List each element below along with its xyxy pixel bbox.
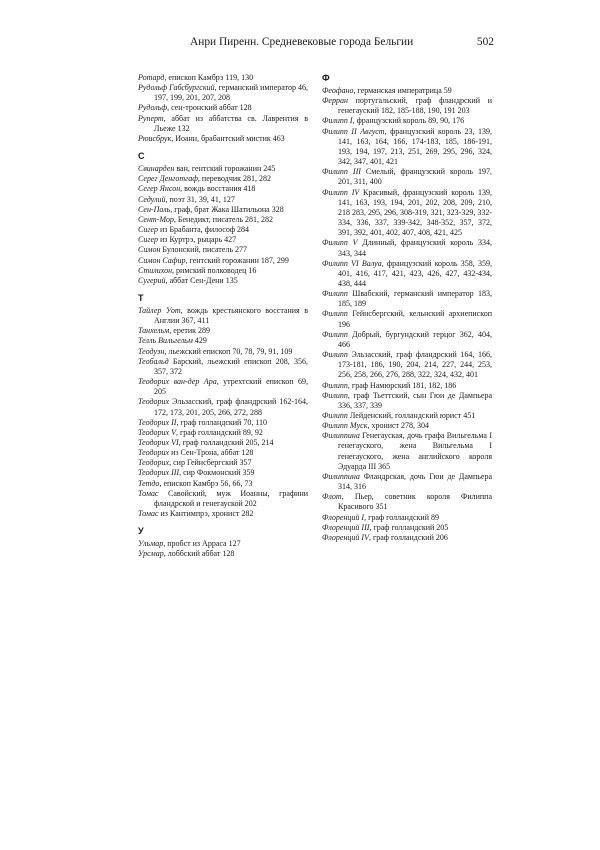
index-entry-details: , пробст из Арраса 127 (163, 539, 241, 549)
index-entry-name: Телль Вильгельм (138, 336, 193, 346)
index-entry (138, 103, 308, 113)
index-entry (138, 73, 308, 83)
index-entry-details: Добрый, бургундский герцог 362, 404, 466 (338, 329, 492, 349)
index-entry-name: Флоренций I (322, 512, 365, 522)
index-entry-details: , вождь крестьянского восстания в Англии 367, 411 (154, 305, 308, 326)
index-entry-name: Теодуэн (138, 346, 165, 356)
index-entry (322, 238, 492, 258)
index-entry (138, 174, 308, 184)
index-entry-name: Теодорих (138, 397, 170, 407)
index-entry-name: Серег Денготгаф (138, 174, 198, 184)
index-entry-name: Теодорих VI (138, 438, 179, 447)
index-entry-name: Стилихон (138, 265, 173, 275)
index-entry-details: , вождь восстания 418 (180, 184, 256, 194)
index-entry (322, 431, 492, 472)
index-entry (322, 350, 492, 380)
index-entry (322, 391, 492, 411)
index-entry-name: Филипп (322, 380, 348, 390)
index-entry-details: , хронист 278, 304 (367, 421, 430, 431)
index-entry (322, 96, 492, 116)
index-entry-name: Теодорих III (138, 468, 180, 478)
index-entry-details: Длинный, французский король 334, 343, 344 (338, 238, 492, 258)
index-entry-name: Ротард (138, 73, 165, 82)
index-column-left (138, 73, 308, 560)
index-entry (138, 357, 308, 377)
index-entry-name: Симон Сафир (138, 255, 186, 265)
index-entry-details: Фландрская, дочь Гюи де Дампьера 314, 316 (338, 471, 492, 492)
index-entry (138, 468, 308, 478)
index-entry-name: Рюисбрук (138, 133, 172, 143)
index-entry-details: , германский император 46, 197, 199, 201, 207, 208 (154, 83, 309, 103)
index-entry (138, 134, 308, 144)
index-entry-details: Смелый, французский король 197, 201, 311, 400 (338, 167, 492, 187)
index-entry (138, 448, 308, 458)
index-entry-name: Тетдо (138, 478, 160, 488)
index-entry (322, 167, 492, 187)
index-entry (138, 114, 308, 134)
index-entry-details: , французский король 358, 359, 401, 416, 417, 421, 423, 426, 427, 432-434, 438, 444 (338, 258, 492, 288)
index-entry-details: из Брабанта, философ 284 (158, 225, 250, 235)
index-entry-details: Красивый, французский король 139, 141, 163, 193, 194, 201, 202, 208, 209, 210, 218 283, 295, 296, 308-319, 321, 323-329, 332-334, 336, 337, 339-342, 348-352, 357, 372, 391, 392, 401, 402, 407, 408, 421, 425 (338, 187, 493, 238)
index-entry-details: , утрехтский епископ 69, 205 (154, 377, 309, 397)
index-entry-details: Барский, льежский епископ 208, 356, 357, 372 (154, 356, 308, 376)
index-entry-details: , гентский горожанин 187, 299 (185, 255, 289, 265)
index-entry-details: , граф голландский 89, 92 (175, 427, 263, 437)
index-entry-details: , Иоанн, брабантский мистик 463 (171, 133, 285, 143)
index-entry-name: Филипп V (322, 238, 358, 248)
index-entry-name: Филипп (322, 309, 348, 319)
index-entry (322, 116, 492, 126)
index-entry-details: , сир Фокмонский 359 (179, 468, 255, 478)
index-letter-heading: С (138, 151, 145, 162)
index-entry-name: Свинарден (138, 164, 175, 174)
index-entry-name: Урсмар (138, 549, 164, 559)
index-entry-details: Эльзасский, граф фландрский 164, 166, 173-181, 186, 190, 204, 214, 227, 244, 253, 256, 258, 266, 276, 288, 322, 324, 432, 401 (338, 350, 492, 380)
index-entry-details: , граф голландский 89 (364, 512, 439, 522)
index-entry-name: Филипп (322, 289, 348, 299)
index-entry-details: , епископ Камбрэ 56, 66, 73 (159, 478, 253, 488)
index-entry-name: Филипп (322, 411, 348, 420)
index-entry (138, 549, 308, 559)
index-entry-details: из Сен-Трона, аббат 128 (169, 448, 254, 458)
index-entry-details: , римский полководец 16 (172, 265, 257, 275)
index-entry (138, 215, 308, 225)
index-entry-details: , лоббский аббат 128 (163, 549, 235, 559)
index-entry (322, 381, 492, 391)
index-entry (322, 472, 492, 492)
index-entry-name: Филипп III (322, 167, 361, 177)
index-entry (322, 523, 492, 533)
index-entry-name: Ульмар (138, 539, 164, 549)
index-entry (138, 256, 308, 266)
index-entry-details: Швабский, германский император 183, 185, 189 (338, 289, 492, 309)
page-number: 502 (476, 36, 494, 48)
index-entry (138, 205, 308, 215)
index-entry-details: Лейденский, голландский юрист 451 (347, 411, 476, 420)
index-entry-name: Рудольф (138, 103, 168, 113)
index-entry-name: Филипп (322, 350, 348, 360)
index-entry (138, 489, 308, 509)
index-entry (138, 377, 308, 397)
index-entry-name: Теодорих (138, 448, 170, 458)
index-entry-name: Флоренций IV (322, 532, 369, 542)
index-entry (322, 309, 492, 329)
index-entry-name: Теодорих (138, 458, 170, 468)
index-entry-name: Филипп IV (322, 187, 360, 197)
index-entry-details: , граф, брат Жака Шатильона 328 (170, 204, 284, 214)
index-entry (322, 421, 492, 431)
index-entry (322, 513, 492, 523)
index-entry (322, 188, 492, 239)
index-entry-details: португальский, граф фландрский и генегауский 182, 185-188, 190, 191 203 (338, 96, 492, 116)
index-entry-details: , Бенедикт, писатель 281, 282 (173, 214, 274, 224)
running-title: Анри Пиренн. Средневековые города Бельгии (190, 36, 414, 48)
index-entry-details: Генегауская, дочь графа Вильгельма I генегауского, жена Вильгельма I генегауского, жена английского короля Эдуарда III 365 (338, 431, 492, 471)
index-entry-name: Филипп (322, 329, 348, 339)
index-entry-name: Ферран (322, 96, 348, 106)
index-entry-name: Томас (138, 509, 159, 519)
index-entry-details: Савойский, муж Иоанны, графини фландрской и генегауской 202 (154, 488, 308, 508)
index-entry-name: Сугерий (138, 275, 166, 285)
index-entry (138, 326, 308, 336)
index-entry (138, 418, 308, 428)
index-entry-details: , аббат Сен-Дени 135 (165, 275, 238, 285)
index-entry-name: Томас (138, 488, 159, 498)
index-entry-name: Сент-Мор (138, 214, 174, 224)
index-entry-details: Булонский, писатель 277 (160, 245, 247, 255)
index-entry-details: , еретик 289 (169, 326, 211, 336)
index-entry-details: Гейнсбергский, кельнский архиепископ 196 (338, 309, 492, 329)
index-entry-name: Феофано (322, 86, 354, 95)
index-entry (322, 86, 492, 96)
index-entry-name: Теодорих ван-дер Ара (138, 377, 217, 387)
index-entry-details: , французский король 89, 90, 176 (352, 116, 465, 126)
index-entry (138, 306, 308, 326)
index-entry-name: Филипп II Август (322, 126, 385, 136)
index-entry-name: Седулий (138, 194, 166, 204)
index-entry-name: Рудольф Габсбургский (138, 83, 215, 93)
index-entry-name: Танхельм (138, 326, 170, 336)
index-entry (138, 225, 308, 235)
index-entry-name: Сигер (138, 235, 159, 245)
index-entry (322, 411, 492, 421)
index-entry-details: Эльзасский, граф фландрский 162-164, 172, 173, 201, 205, 266, 272, 288 (154, 397, 308, 417)
index-entry-details: 429 (192, 336, 207, 346)
index-entry (138, 245, 308, 255)
index-entry (138, 336, 308, 346)
index-entry-name: Филипп I (322, 116, 353, 126)
index-entry (138, 164, 308, 174)
index-entry-details: , сир Гейнсбергский 357 (169, 458, 252, 468)
index-entry-name: Филипп (322, 390, 348, 400)
index-entry-details: , Пьер, советник короля Филиппа Красивого 351 (338, 492, 492, 512)
index-entry (138, 195, 308, 205)
index-letter-heading: У (138, 526, 144, 537)
index-letter-heading: Ф (322, 73, 330, 83)
index-entry (138, 83, 308, 103)
index-entry (322, 492, 492, 512)
index-entry (138, 509, 308, 519)
index-entry (138, 347, 308, 357)
index-entry-name: Сигер (138, 225, 159, 235)
index-entry-details: , епископ Камбрэ 119, 130 (164, 73, 254, 82)
index-entry (322, 127, 492, 168)
index-entry-name: Симон (138, 245, 161, 255)
index-entry (322, 533, 492, 543)
index-entry-name: Теобальд (138, 356, 169, 366)
index-entry-name: Сен-Поль (138, 204, 171, 214)
index-entry-details: , льежский епископ 70, 78, 79, 91, 109 (164, 346, 293, 356)
index-entry (138, 438, 308, 448)
index-entry-details: , поэт 31, 39, 41, 127 (165, 194, 235, 204)
page-header (138, 36, 494, 52)
index-entry-details: , граф Намюрский 181, 182, 186 (347, 380, 457, 390)
index-entry-name: Теодорих V (138, 427, 176, 437)
index-entry-details: из Куртрэ, рыцарь 427 (158, 235, 237, 245)
index-entry-name: Филиппина (322, 471, 360, 481)
index-entry (322, 259, 492, 289)
index-entry-name: Теодорих II (138, 417, 177, 427)
index-entry (138, 458, 308, 468)
index-entry-details: , французский король 23, 139, 141, 163, 164, 166, 174-183, 185, 186-191, 193, 194, 197, 213, 251, 269, 295, 296, 324, 342, 347, 401, 421 (338, 126, 492, 167)
index-entry-name: Сегер Янсон (138, 184, 181, 194)
index-entry (322, 289, 492, 309)
index-entry-name: Руперт (138, 113, 164, 123)
index-entry-details: из Кантимпрэ, хронист 282 (158, 509, 254, 519)
index-entry-details: , граф голландский 70, 110 (176, 417, 268, 427)
index-entry-details: , сен-тронский аббат 128 (167, 103, 252, 113)
index-entry-name: Тайлер Уот (138, 305, 181, 315)
index-column-right (322, 73, 492, 543)
index-entry (138, 539, 308, 549)
index-entry (322, 330, 492, 350)
index-entry (138, 397, 308, 417)
index-entry-details: , германская императрица 59 (353, 86, 452, 95)
index-entry-details: , переводчик 281, 282 (197, 174, 272, 184)
index-entry-name: Флоренций III (322, 522, 370, 532)
index-entry-name: Филипп Муск (322, 421, 368, 431)
index-entry-details: , граф голландский 205, 214 (178, 438, 274, 447)
index-letter-heading: Т (138, 292, 144, 303)
index-entry-details: , аббат из аббатства св. Лаврентия в Льеже 132 (154, 113, 308, 133)
index-entry (138, 276, 308, 286)
index-entry-name: Филиппина (322, 431, 360, 441)
index-entry (138, 428, 308, 438)
index-entry-details: , граф Тьеттский, сын Гюи де Дампьера 336, 337, 339 (338, 390, 492, 410)
index-entry (138, 184, 308, 194)
index-entry-details: , граф голландский 205 (369, 522, 449, 532)
index-entry-details: ван, гентский горожанин 245 (174, 164, 276, 174)
index-entry (138, 235, 308, 245)
index-entry (138, 479, 308, 489)
index-entry-name: Филипп VI Валуа (322, 258, 382, 268)
index-entry (138, 266, 308, 276)
index-entry-name: Флот (322, 492, 342, 502)
index-entry-details: , граф голландский 206 (368, 532, 448, 542)
